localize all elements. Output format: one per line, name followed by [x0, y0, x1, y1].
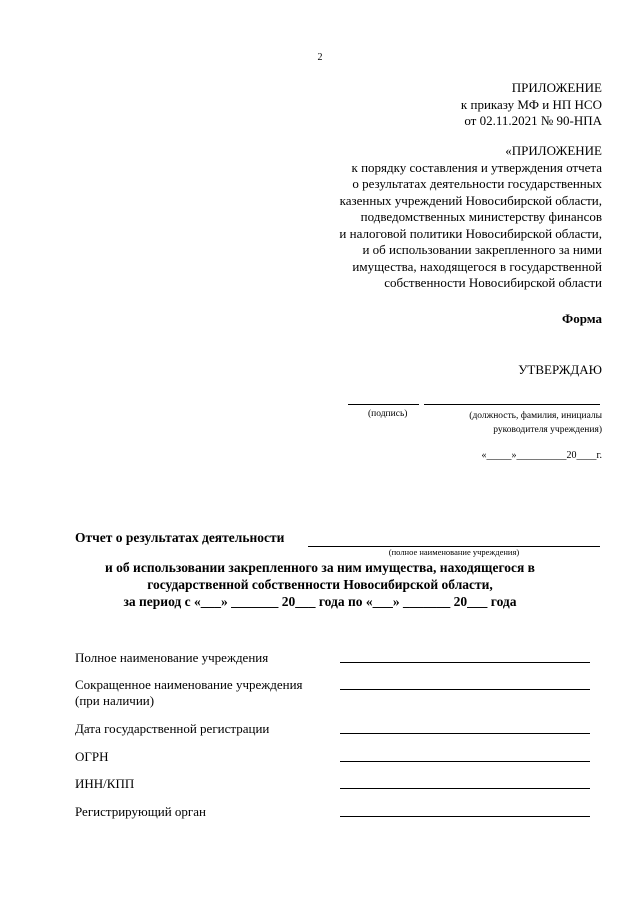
field-label: Полное наименование учреждения	[75, 650, 269, 665]
page-number: 2	[317, 52, 323, 63]
field-blank[interactable]	[340, 761, 590, 762]
field-label: ОГРН	[75, 749, 109, 764]
field-row	[75, 721, 595, 737]
appendix-subheader-line: о результатах деятельности государственных	[352, 176, 602, 191]
approve-label: УТВЕРЖДАЮ	[518, 362, 602, 377]
appendix-subheader-line: подведомственных министерству финансов	[360, 209, 602, 224]
appendix-header-line: к приказу МФ и НП НСО	[460, 96, 602, 112]
signature-line-gap	[419, 402, 424, 406]
field-label: Сокращенное наименование учреждения	[75, 677, 303, 692]
field-row	[75, 749, 595, 765]
report-title-rest	[0, 559, 640, 610]
approval-date-line[interactable]: «_____»__________20____г.	[481, 450, 602, 461]
field-label: ИНН/КПП	[75, 776, 135, 791]
field-blank[interactable]	[340, 662, 590, 663]
report-period-line[interactable]: за период с «___» _______ 20___ года по «___» _______ 20___ года	[123, 594, 517, 609]
position-caption	[469, 409, 602, 437]
signature-caption: (подпись)	[368, 409, 408, 419]
field-row	[75, 677, 595, 709]
appendix-subheader-line: имущества, находящегося в государственной	[352, 258, 602, 274]
field-blank[interactable]	[340, 788, 590, 789]
report-title-line: государственной собственности Новосибирской области,	[147, 577, 493, 592]
institution-name-caption: (полное наименование учреждения)	[388, 547, 520, 557]
position-caption-line: руководителя учреждения)	[493, 425, 602, 435]
appendix-subheader-line: казенных учреждений Новосибирской области,	[339, 192, 602, 208]
field-blank[interactable]	[340, 816, 590, 817]
appendix-subheader-line: и об использовании закрепленного за ними	[362, 242, 602, 257]
field-blank[interactable]	[340, 689, 590, 690]
report-title-line: и об использовании закрепленного за ним имущества, находящегося в	[105, 560, 535, 575]
appendix-subheader-line: собственности Новосибирской области	[384, 275, 602, 290]
field-label-note: (при наличии)	[75, 693, 155, 708]
appendix-subheader	[339, 143, 602, 292]
field-blank[interactable]	[340, 733, 590, 734]
appendix-subheader-line: к порядку составления и утверждения отчета	[351, 159, 602, 175]
field-label: Регистрирующий орган	[75, 804, 206, 819]
appendix-subheader-line: и налоговой политики Новосибирской области,	[339, 225, 602, 241]
field-row	[75, 650, 595, 666]
field-row	[75, 804, 595, 820]
appendix-header-line: от 02.11.2021 № 90-НПА	[464, 113, 602, 128]
field-row	[75, 776, 595, 792]
position-caption-line: (должность, фамилия, инициалы	[469, 411, 602, 421]
form-label: Форма	[562, 311, 602, 326]
report-title-line: Отчет о результатах деятельности	[75, 530, 285, 545]
appendix-header-line: ПРИЛОЖЕНИЕ	[511, 80, 602, 95]
field-label: Дата государственной регистрации	[75, 721, 270, 736]
signature-line[interactable]	[348, 404, 600, 405]
appendix-subheader-line: «ПРИЛОЖЕНИЕ	[505, 143, 602, 158]
appendix-header	[461, 80, 602, 130]
